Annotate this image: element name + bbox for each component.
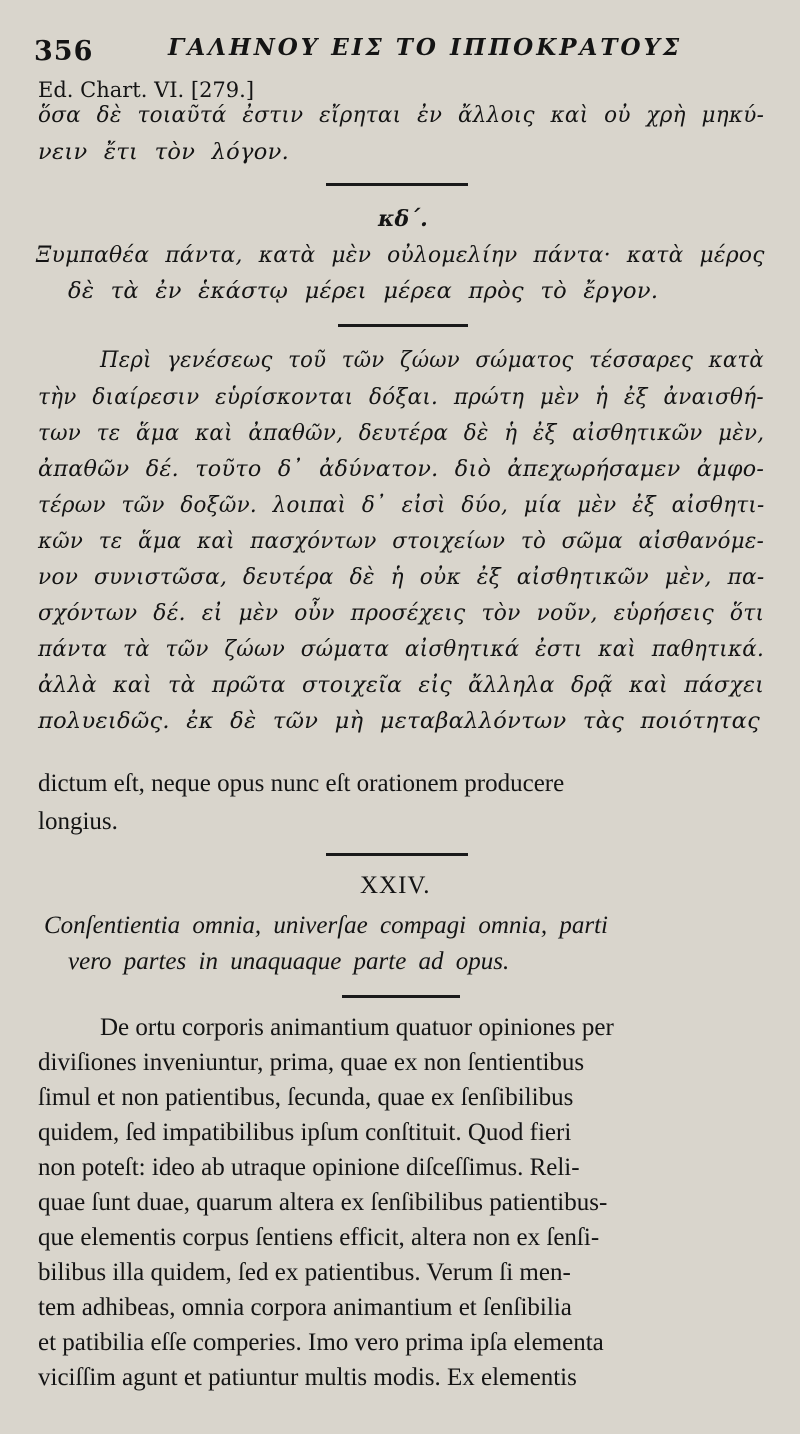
latin-intro-line: longius. <box>38 808 118 835</box>
section-divider <box>338 324 468 327</box>
greek-commentary-line: πάντα τὰ τῶν ζώων σώματα αἰσθητικά ἐστι καὶ παθητικά. <box>38 636 765 662</box>
edition-reference: Ed. Chart. VI. [279.] <box>38 78 255 102</box>
latin-commentary-line: quidem, ſed impatibilibus ipſum conſtituit. Quod fieri <box>38 1119 572 1146</box>
latin-commentary-line: viciſſim agunt et patiuntur multis modis. Ex elementis <box>38 1364 577 1391</box>
latin-commentary-line: bilibus illa quidem, ſed ex patientibus. Verum ſi men- <box>38 1259 571 1286</box>
latin-aphorism-line: Conſentientia omnia, univerſae compagi omnia, parti <box>44 912 608 939</box>
latin-section-number: XXIV. <box>360 872 431 899</box>
greek-aphorism-line: δὲ τὰ ἐν ἑκάστῳ μέρει μέρεα πρὸς τὸ ἔργον. <box>68 278 659 304</box>
greek-aphorism-line: Ξυμπαθέα πάντα, κατὰ μὲν οὐλομελίην πάντα· κατὰ μέρος <box>36 242 765 268</box>
greek-commentary-line: των τε ἅμα καὶ ἀπαθῶν, δευτέρα δὲ ἡ ἐξ αἰσθητικῶν μὲν, <box>38 420 765 446</box>
greek-commentary-line: πολυειδῶς. ἐκ δὲ τῶν μὴ μεταβαλλόντων τὰς ποιότητας <box>38 708 761 734</box>
greek-commentary-line: τέρων τῶν δοξῶν. λοιπαὶ δ᾽ εἰσὶ δύο, μία μὲν ἐξ αἰσθητι- <box>38 492 765 518</box>
section-divider <box>342 995 460 998</box>
latin-commentary-line: diviſiones inveniuntur, prima, quae ex non ſentientibus <box>38 1049 585 1076</box>
greek-commentary-line: νον συνιστῶσα, δευτέρα δὲ ἡ οὐκ ἐξ αἰσθητικῶν μὲν, πα- <box>38 564 765 590</box>
running-title: ΓΑΛΗΝΟΥ ΕΙΣ ΤΟ ΙΠΠΟΚΡΑΤΟΥΣ <box>168 34 683 61</box>
greek-section-number: κδ΄. <box>378 206 428 232</box>
greek-intro-line: ὅσα δὲ τοιαῦτά ἐστιν εἴρηται ἐν ἄλλοις καὶ οὐ χρὴ μηκύ- <box>38 102 765 128</box>
section-divider <box>326 183 468 186</box>
section-divider <box>326 853 468 856</box>
greek-commentary-line: ἀπαθῶν δέ. τοῦτο δ᾽ ἀδύνατον. διὸ ἀπεχωρήσαμεν ἀμφο- <box>38 456 765 482</box>
greek-intro-line: νειν ἔτι τὸν λόγον. <box>38 139 290 165</box>
greek-commentary-line: κῶν τε ἅμα καὶ πασχόντων στοιχείων τὸ σῶμα αἰσθανόμε- <box>38 528 765 554</box>
greek-commentary-line: τὴν διαίρεσιν εὑρίσκονται δόξαι. πρώτη μὲν ἡ ἐξ ἀναισθή- <box>38 384 764 410</box>
latin-aphorism-line: vero partes in unaquaque parte ad opus. <box>68 948 510 975</box>
latin-commentary-line: et patibilia eſſe comperies. Imo vero prima ipſa elementa <box>38 1329 604 1356</box>
greek-commentary-line: ἀλλὰ καὶ τὰ πρῶτα στοιχεῖα εἰς ἄλληλα δρᾷ καὶ πάσχει <box>38 672 765 698</box>
greek-commentary-line: Περὶ γενέσεως τοῦ τῶν ζώων σώματος τέσσαρες κατὰ <box>100 347 764 373</box>
latin-commentary-line: que elementis corpus ſentiens efficit, altera non ex ſenſi- <box>38 1224 600 1251</box>
greek-commentary-line: σχόντων δέ. εἰ μὲν οὖν προσέχεις τὸν νοῦν, εὑρήσεις ὅτι <box>38 600 765 626</box>
page-number: 356 <box>34 36 94 67</box>
latin-commentary-line: non poteſt: ideo ab utraque opinione diſceſſimus. Reli- <box>38 1154 580 1181</box>
latin-commentary-line: quae ſunt duae, quarum altera ex ſenſibilibus patientibus- <box>38 1189 608 1216</box>
latin-commentary-line: De ortu corporis animantium quatuor opiniones per <box>100 1014 614 1041</box>
latin-commentary-line: tem adhibeas, omnia corpora animantium et ſenſibilia <box>38 1294 572 1321</box>
latin-intro-line: dictum eſt, neque opus nunc eſt orationem producere <box>38 770 565 797</box>
latin-commentary-line: ſimul et non patientibus, ſecunda, quae ex ſenſibilibus <box>38 1084 574 1111</box>
